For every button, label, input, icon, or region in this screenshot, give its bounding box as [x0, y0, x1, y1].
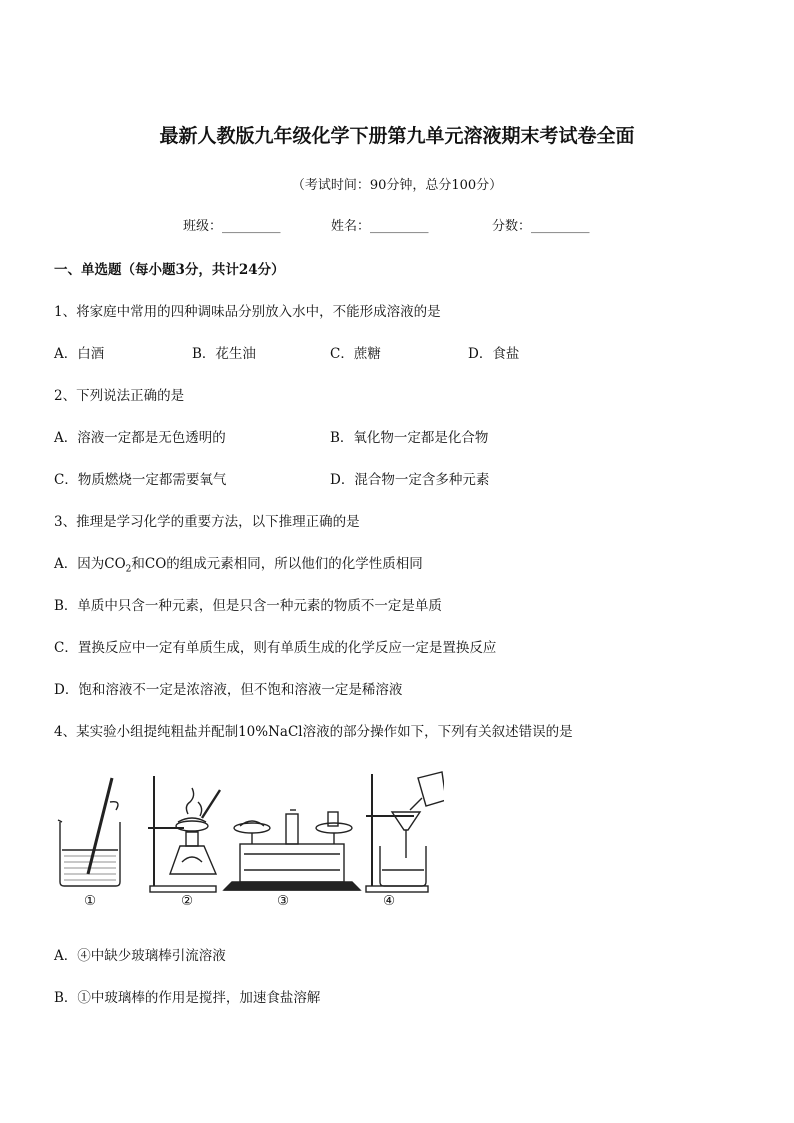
question-4-option-a: A．④中缺少玻璃棒引流溶液	[54, 948, 226, 964]
figure-label-4: ④	[383, 893, 396, 909]
balance-illustration	[224, 810, 360, 890]
co2-subscript: 2	[125, 564, 132, 575]
exam-title: 最新人教版九年级化学下册第九单元溶液期末考试卷全面	[159, 125, 635, 147]
question-4-stem: 4、某实验小组提纯粗盐并配制10%NaCl溶液的部分操作如下，下列有关叙述错误的是	[54, 724, 573, 740]
question-4-option-b: B．①中玻璃棒的作用是搅拌，加速食盐溶解	[54, 990, 321, 1006]
option-a-text-post: 和CO的组成元素相同，所以他们的化学性质相同	[131, 556, 423, 572]
question-1-option-a: A．白酒	[54, 346, 105, 362]
question-1-option-b: B．花生油	[192, 346, 256, 362]
question-2-option-d: D．混合物一定含多种元素	[330, 472, 490, 488]
option-a-text-pre: A．因为CO	[54, 556, 126, 572]
figure-label-3: ③	[277, 893, 290, 909]
question-2-option-b: B．氧化物一定都是化合物	[330, 430, 489, 446]
score-field-label: 分数：_________	[492, 219, 590, 234]
question-3-option-a	[54, 552, 423, 575]
question-3-stem: 3、推理是学习化学的重要方法，以下推理正确的是	[54, 514, 360, 530]
class-field-label: 班级：_________	[183, 219, 281, 234]
name-field-label: 姓名：_________	[331, 219, 429, 234]
question-2-option-c: C．物质燃烧一定都需要氧气	[54, 472, 227, 488]
evaporation-illustration	[148, 776, 220, 892]
question-2-option-a: A．溶液一定都是无色透明的	[54, 430, 226, 446]
question-3-option-c: C．置换反应中一定有单质生成，则有单质生成的化学反应一定是置换反应	[54, 640, 497, 656]
question-1-stem: 1、将家庭中常用的四种调味品分别放入水中，不能形成溶液的是	[54, 304, 441, 320]
question-2-stem: 2、下列说法正确的是	[54, 388, 185, 404]
figure-label-2: ②	[181, 893, 194, 909]
question-1-option-c: C．蔗糖	[330, 346, 381, 362]
question-3-option-b: B．单质中只含一种元素，但是只含一种元素的物质不一定是单质	[54, 598, 442, 614]
question-3-option-d: D．饱和溶液不一定是浓溶液，但不饱和溶液一定是稀溶液	[54, 682, 403, 698]
filtration-illustration	[366, 772, 444, 892]
beaker-stirring-illustration	[58, 778, 120, 886]
question-1-option-d: D．食盐	[468, 346, 520, 362]
exam-subtitle: （考试时间：90分钟，总分100分）	[291, 178, 503, 193]
figure-label-1: ①	[84, 893, 97, 909]
section-heading: 一、单选题（每小题3分，共计24分）	[54, 262, 285, 278]
